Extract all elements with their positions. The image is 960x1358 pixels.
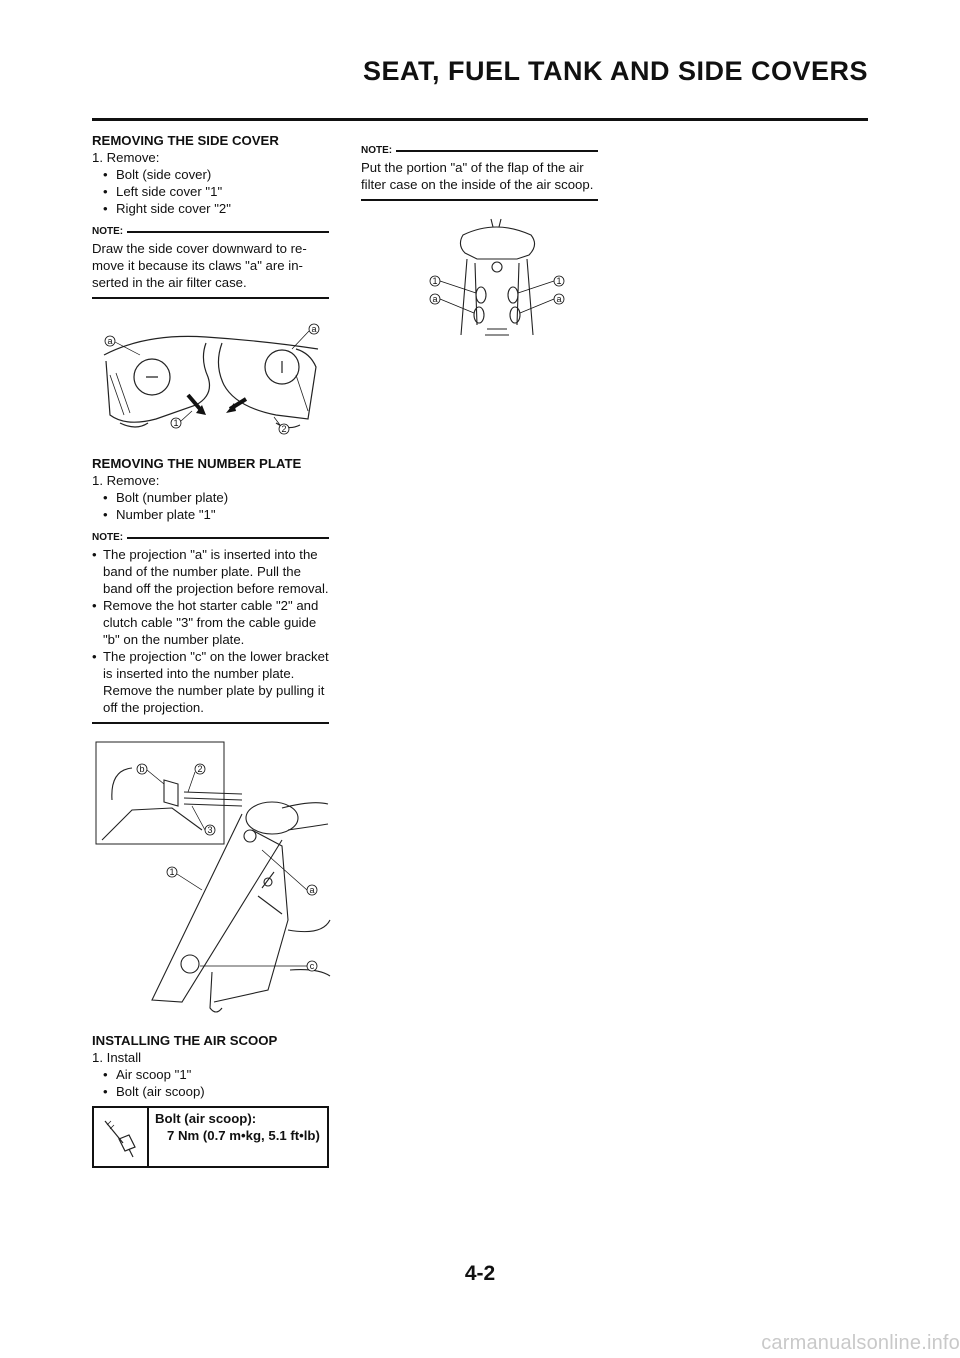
figure-label: a xyxy=(432,294,438,304)
list-item: • The projection "a" is inserted into the band of the number plate. Pull the band off the projection before removal. xyxy=(92,546,329,597)
note-label: NOTE: xyxy=(361,145,393,156)
note-rule xyxy=(396,150,598,152)
figure-label: a xyxy=(309,885,315,895)
list-item: • Remove the hot starter cable "2" and clutch cable "3" from the cable guide "b" on the number plate. xyxy=(92,597,329,648)
torque-spec-text xyxy=(149,1108,326,1166)
figure-label: 2 xyxy=(197,764,203,774)
number-plate-figure xyxy=(92,740,332,1022)
figure-label: b xyxy=(139,764,145,774)
note-end-rule xyxy=(92,297,329,299)
page-header-title: SEAT, FUEL TANK AND SIDE COVERS xyxy=(362,56,868,86)
middle-column xyxy=(361,142,598,345)
note-rule xyxy=(127,537,329,539)
list-item: • The projection "c" on the lower bracket is inserted into the number plate. Remove the number plate by pulling it off the projection. xyxy=(92,648,329,716)
note-label: NOTE: xyxy=(92,532,124,543)
figure-label: 1 xyxy=(172,418,179,428)
side-cover-step: 1. Remove: xyxy=(92,150,160,165)
figure-label: 3 xyxy=(207,825,213,835)
watermark: carmanualsonline.info xyxy=(761,1332,960,1354)
torque-spec-value: 7 Nm (0.7 m•kg, 5.1 ft•lb) xyxy=(167,1128,320,1143)
figure-label: c xyxy=(309,961,315,971)
number-plate-note-header xyxy=(92,529,329,546)
list-item: • Left side cover "1" xyxy=(92,183,329,200)
page-number: 4-2 xyxy=(464,1262,496,1285)
note-rule xyxy=(127,231,329,233)
side-cover-heading: REMOVING THE SIDE COVER xyxy=(92,133,279,148)
header-rule xyxy=(92,118,868,121)
left-column xyxy=(92,132,329,1168)
list-item: • Bolt (air scoop) xyxy=(92,1083,329,1100)
figure-label: 1 xyxy=(432,276,438,286)
figure-label: 1 xyxy=(556,276,562,286)
torque-spec-box xyxy=(92,1106,329,1168)
air-scoop-figure xyxy=(421,215,571,345)
list-item: • Air scoop "1" xyxy=(92,1066,329,1083)
torque-wrench-icon xyxy=(94,1108,149,1166)
list-item: • Right side cover "2" xyxy=(92,200,329,217)
torque-spec-title: Bolt (air scoop): xyxy=(155,1111,257,1126)
side-cover-figure xyxy=(96,315,326,443)
side-cover-list xyxy=(92,166,329,217)
figure-label: 1 xyxy=(169,867,175,877)
number-plate-list xyxy=(92,489,329,523)
air-scoop-note-header xyxy=(361,142,598,159)
list-item: • Bolt (number plate) xyxy=(92,489,329,506)
number-plate-note-list xyxy=(92,546,329,720)
air-scoop-heading: INSTALLING THE AIR SCOOP xyxy=(92,1033,278,1048)
side-cover-note-text: Draw the side cover downward to re-move it because its claws "a" are in-serted in the air filter case. xyxy=(92,241,307,290)
air-scoop-note-text: Put the portion "a" of the flap of the air filter case on the inside of the air scoop. xyxy=(361,160,594,192)
figure-label: a xyxy=(556,294,562,304)
air-scoop-step: 1. Install xyxy=(92,1050,142,1065)
note-end-rule xyxy=(361,199,598,201)
note-end-rule xyxy=(92,722,329,724)
number-plate-step: 1. Remove: xyxy=(92,473,160,488)
number-plate-heading: REMOVING THE NUMBER PLATE xyxy=(92,456,302,471)
figure-label: a xyxy=(310,324,317,334)
figure-label: a xyxy=(106,336,113,346)
list-item: • Number plate "1" xyxy=(92,506,329,523)
side-cover-note-header xyxy=(92,223,329,240)
note-label: NOTE: xyxy=(92,226,124,237)
air-scoop-list xyxy=(92,1066,329,1100)
figure-label: 2 xyxy=(280,424,287,434)
list-item: • Bolt (side cover) xyxy=(92,166,329,183)
